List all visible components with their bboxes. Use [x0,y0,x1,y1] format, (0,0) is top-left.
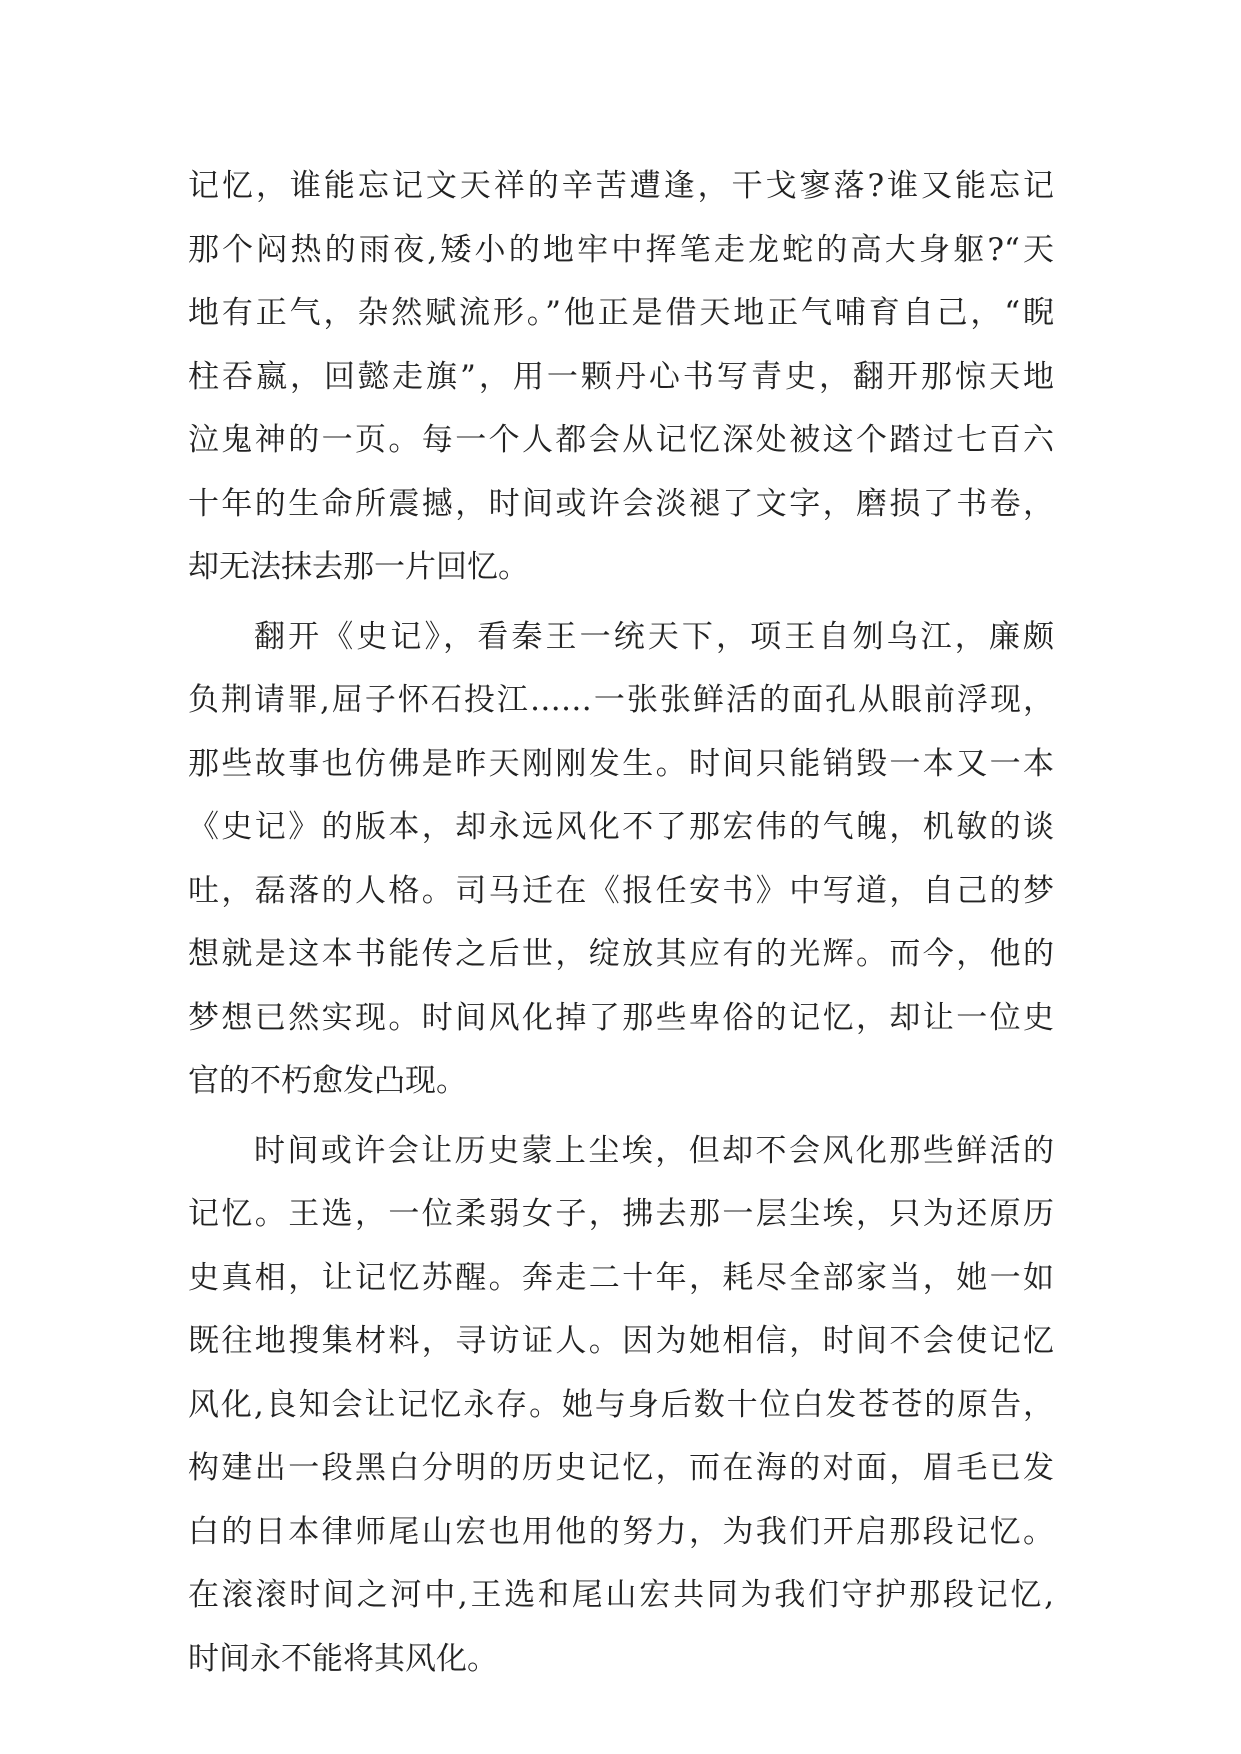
paragraph-line: 那些故事也仿佛是昨天刚刚发生。时间只能销毁一本又一本 [188,745,1054,782]
paragraph-line: 地有正气，杂然赋流形。”他正是借天地正气哺育自己，“睨 [188,295,1054,331]
paragraph-line: 在滚滚时间之河中,王选和尾山宏共同为我们守护那段记忆, [188,1577,1054,1613]
paragraph-line: 官的不朽愈发凸现。 [188,1063,467,1099]
paragraph-line: 《史记》的版本，却永远风化不了那宏伟的气魄，机敏的谈 [188,809,1054,845]
paragraph-line: 十年的生命所震撼，时间或许会淡褪了文字，磨损了书卷， [188,485,1054,522]
paragraph-line: 时间永不能将其风化。 [188,1640,498,1677]
paragraph-line: 却无法抹去那一片回忆。 [188,549,529,585]
paragraph-line: 既往地搜集材料，寻访证人。因为她相信，时间不会使记忆 [188,1323,1054,1359]
paragraph-line: 那个闷热的雨夜,矮小的地牢中挥笔走龙蛇的高大身躯?“天 [188,231,1054,268]
essay-body [188,155,1054,1691]
paragraph-1 [188,155,1054,600]
paragraph-3 [188,1120,1054,1692]
paragraph-line: 记忆。王选，一位柔弱女子，拂去那一层尘埃，只为还原历 [188,1196,1054,1232]
paragraph-line: 泣鬼神的一页。每一个人都会从记忆深处被这个踏过七百六 [188,422,1054,458]
paragraph-line: 记忆，谁能忘记文天祥的辛苦遭逢，干戈寥落?谁又能忘记 [188,168,1054,204]
paragraph-line: 吐，磊落的人格。司马迁在《报任安书》中写道，自己的梦 [188,872,1054,909]
paragraph-line: 翻开《史记》，看秦王一统天下，项王自刎乌江，廉颇 [254,618,1054,655]
paragraph-line: 柱吞嬴，回懿走旗”，用一颗丹心书写青史，翻开那惊天地 [188,358,1054,395]
paragraph-line: 想就是这本书能传之后世，绽放其应有的光辉。而今，他的 [188,936,1054,972]
paragraph-line: 构建出一段黑白分明的历史记忆，而在海的对面，眉毛已发 [188,1450,1054,1486]
paragraph-line: 时间或许会让历史蒙上尘埃，但却不会风化那些鲜活的 [254,1132,1054,1169]
paragraph-2 [188,606,1054,1114]
paragraph-line: 史真相，让记忆苏醒。奔走二十年，耗尽全部家当，她一如 [188,1259,1054,1296]
paragraph-line: 风化,良知会让记忆永存。她与身后数十位白发苍苍的原告， [188,1386,1054,1423]
paragraph-line: 负荆请罪,屈子怀石投江……一张张鲜活的面孔从眼前浮现， [188,682,1054,718]
paragraph-line: 梦想已然实现。时间风化掉了那些卑俗的记忆，却让一位史 [188,999,1054,1036]
paragraph-line: 白的日本律师尾山宏也用他的努力，为我们开启那段记忆。 [188,1513,1054,1550]
